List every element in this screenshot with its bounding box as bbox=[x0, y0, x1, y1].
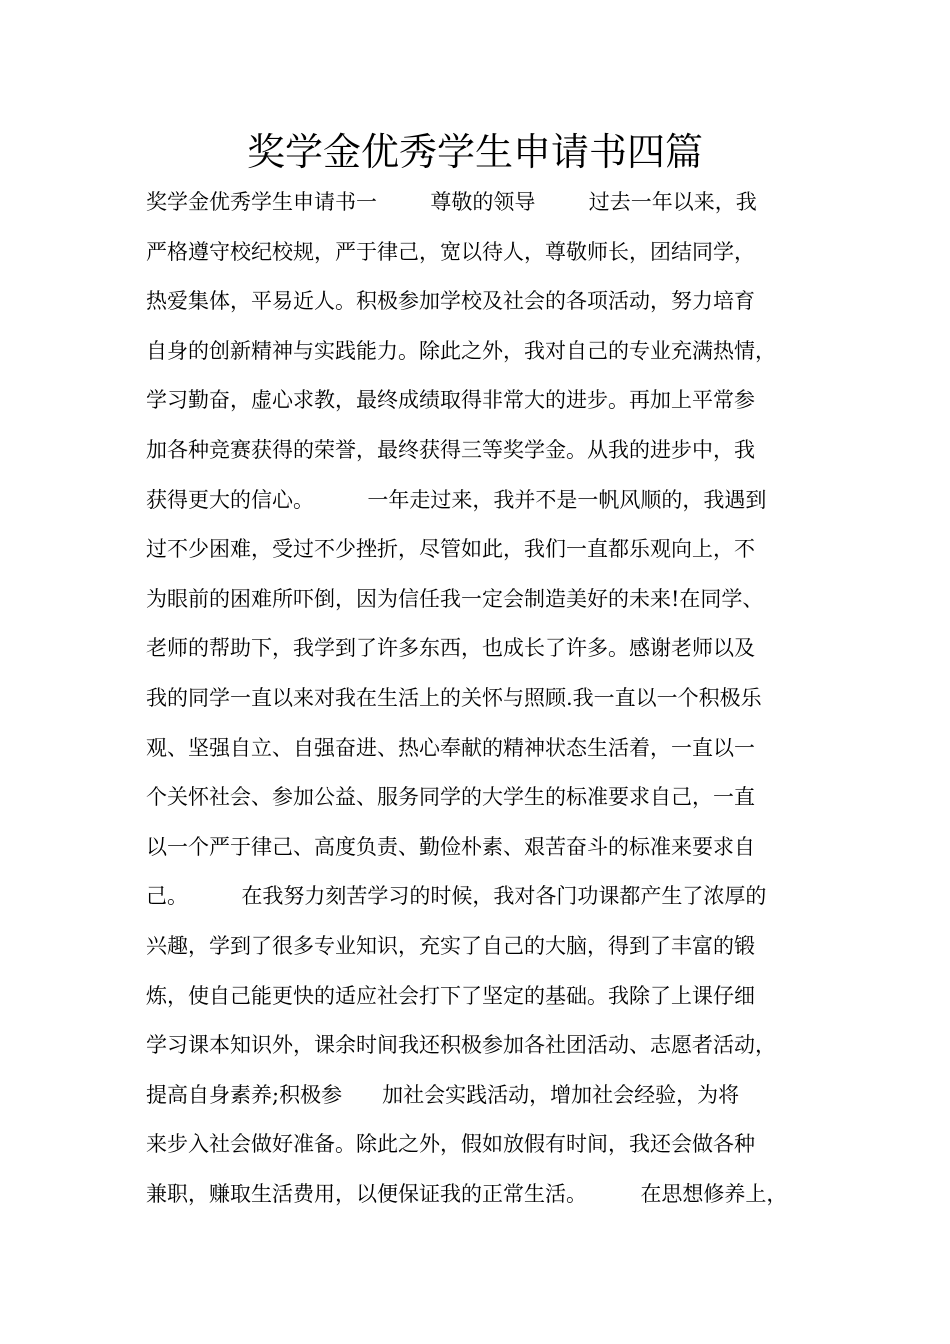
body-line: 学习课本知识外，课余时间我还积极参加各社团活动、志愿者活动， bbox=[146, 1033, 776, 1058]
body-line: 己。 在我努力刻苦学习的时候，我对各门功课都产生了浓厚的 bbox=[146, 884, 767, 909]
body-line: 为眼前的困难所吓倒，因为信任我一定会制造美好的未来!在同学、 bbox=[146, 586, 764, 611]
body-line: 观、坚强自立、自强奋进、热心奉献的精神状态生活着，一直以一 bbox=[146, 735, 755, 760]
body-line: 过不少困难，受过不少挫折，尽管如此，我们一直都乐观向上，不 bbox=[146, 537, 755, 562]
body-line: 提高自身素养;积极参 加社会实践活动，增加社会经验，为将 bbox=[146, 1082, 740, 1107]
body-line: 以一个严于律己、高度负责、勤俭朴素、艰苦奋斗的标准来要求自 bbox=[146, 834, 755, 859]
body-line: 老师的帮助下，我学到了许多东西，也成长了许多。感谢老师以及 bbox=[146, 636, 755, 661]
body-line: 加各种竞赛获得的荣誉，最终获得三等奖学金。从我的进步中，我 bbox=[146, 437, 755, 462]
document-title: 奖学金优秀学生申请书四篇 bbox=[246, 130, 703, 174]
body-line: 来步入社会做好准备。除此之外，假如放假有时间，我还会做各种 bbox=[146, 1132, 755, 1157]
body-line: 我的同学一直以来对我在生活上的关怀与照顾.我一直以一个积极乐 bbox=[146, 685, 762, 710]
body-line: 热爱集体，平易近人。积极参加学校及社会的各项活动，努力培育 bbox=[146, 289, 755, 314]
body-line: 获得更大的信心。 一年走过来，我并不是一帆风顺的，我遇到 bbox=[146, 487, 767, 512]
body-line: 严格遵守校纪校规，严于律己，宽以待人，尊敬师长，团结同学， bbox=[146, 239, 755, 264]
body-line: 个关怀社会、参加公益、服务同学的大学生的标准要求自己，一直 bbox=[146, 785, 755, 810]
body-line: 奖学金优秀学生申请书一 尊敬的领导 过去一年以来，我 bbox=[146, 190, 757, 214]
body-line: 兴趣，学到了很多专业知识，充实了自己的大脑，得到了丰富的锻 bbox=[146, 933, 755, 958]
body-line: 学习勤奋，虚心求教，最终成绩取得非常大的进步。再加上平常参 bbox=[146, 388, 755, 413]
body-line: 炼，使自己能更快的适应社会打下了坚定的基础。我除了上课仔细 bbox=[146, 983, 755, 1008]
body-line: 自身的创新精神与实践能力。除此之外，我对自己的专业充满热情， bbox=[146, 338, 776, 363]
document-body bbox=[146, 178, 826, 1219]
body-line: 兼职，赚取生活费用，以便保证我的正常生活。 在思想修养上， bbox=[146, 1181, 788, 1206]
